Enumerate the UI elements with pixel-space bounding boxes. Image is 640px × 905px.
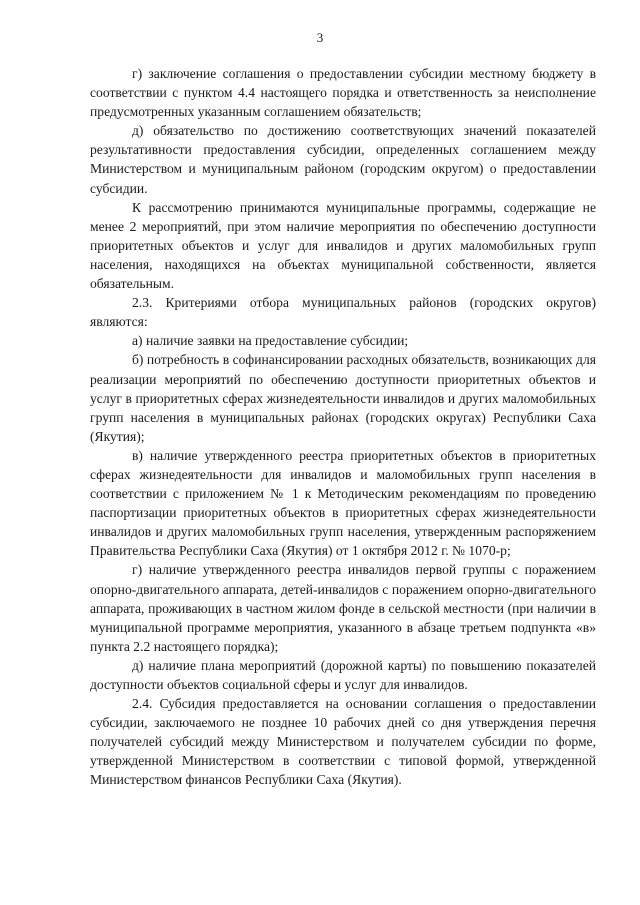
paragraph-item-d-obligation: д) обязательство по достижению соответствующих значений показателей результативности предоставления субсидии, определенных соглашением между Министерством и муниципальным районом (городским округом) о предоставлении субсидии. [90,123,596,196]
paragraph-section-2-4: 2.4. Субсидия предоставляется на основании соглашения о предоставлении субсидии, заключаемого не позднее 10 рабочих дней со дня утверждения перечня получателей субсидий между Министерством и получателем субсидии по форме, утвержденной Министерством в соответствии с типовой формой, утвержденной Министерством финансов Республики Саха (Якутия). [90,696,596,788]
paragraph-criterion-a: а) наличие заявки на предоставление субсидии; [132,333,409,349]
paragraph-section-2-3: 2.3. Критериями отбора муниципальных районов (городских округов) являются: [90,295,596,330]
paragraph-criterion-b: б) потребность в софинансировании расходных обязательств, возникающих для реализации мероприятий по обеспечению доступности приоритетных объектов и услуг в приоритетных сферах жизнедеятельности инвалидов и других маломобильных групп населения в муниципальных районах (городских округах) Республики Саха (Якутия); [90,352,596,444]
page-number: 3 [316,30,324,45]
paragraph-criterion-d: д) наличие плана мероприятий (дорожной карты) по повышению показателей доступности объектов социальной сферы и услуг для инвалидов. [90,657,596,692]
body-text [90,64,596,790]
paragraph-criterion-v: в) наличие утвержденного реестра приоритетных объектов в приоритетных сферах жизнедеятельности для инвалидов и маломобильных групп населения в соответствии с приложением № 1 к Методическим рекомендациям по проведению паспортизации приоритетных объектов в приоритетных сферах жизнедеятельности инвалидов и других маломобильных групп населения, утвержденным распоряжением Правительства Республики Саха (Якутия) от 1 октября 2012 г. № 1070-р; [90,447,596,559]
paragraph-criterion-g: г) наличие утвержденного реестра инвалидов первой группы с поражением опорно-двигательного аппарата, детей-инвалидов с поражением опорно-двигательного аппарата, проживающих в частном жилом фонде в сельской местности (при наличии в муниципальной программе мероприятия, указанного в абзаце третьем подпункта «в» пункта 2.2 настоящего порядка); [90,562,596,654]
paragraph-item-g-agreement: г) заключение соглашения о предоставлении субсидии местному бюджету в соответствии с пунктом 4.4 настоящего порядка и ответственность за неисполнение предусмотренных указанным соглашением обязательств; [90,66,596,120]
paragraph-programs-requirements: К рассмотрению принимаются муниципальные программы, содержащие не менее 2 мероприятий, при этом наличие мероприятия по обеспечению доступности приоритетных объектов и услуг для инвалидов и других маломобильных групп населения, находящихся на объектах муниципальной собственности, является обязательным. [90,199,596,292]
